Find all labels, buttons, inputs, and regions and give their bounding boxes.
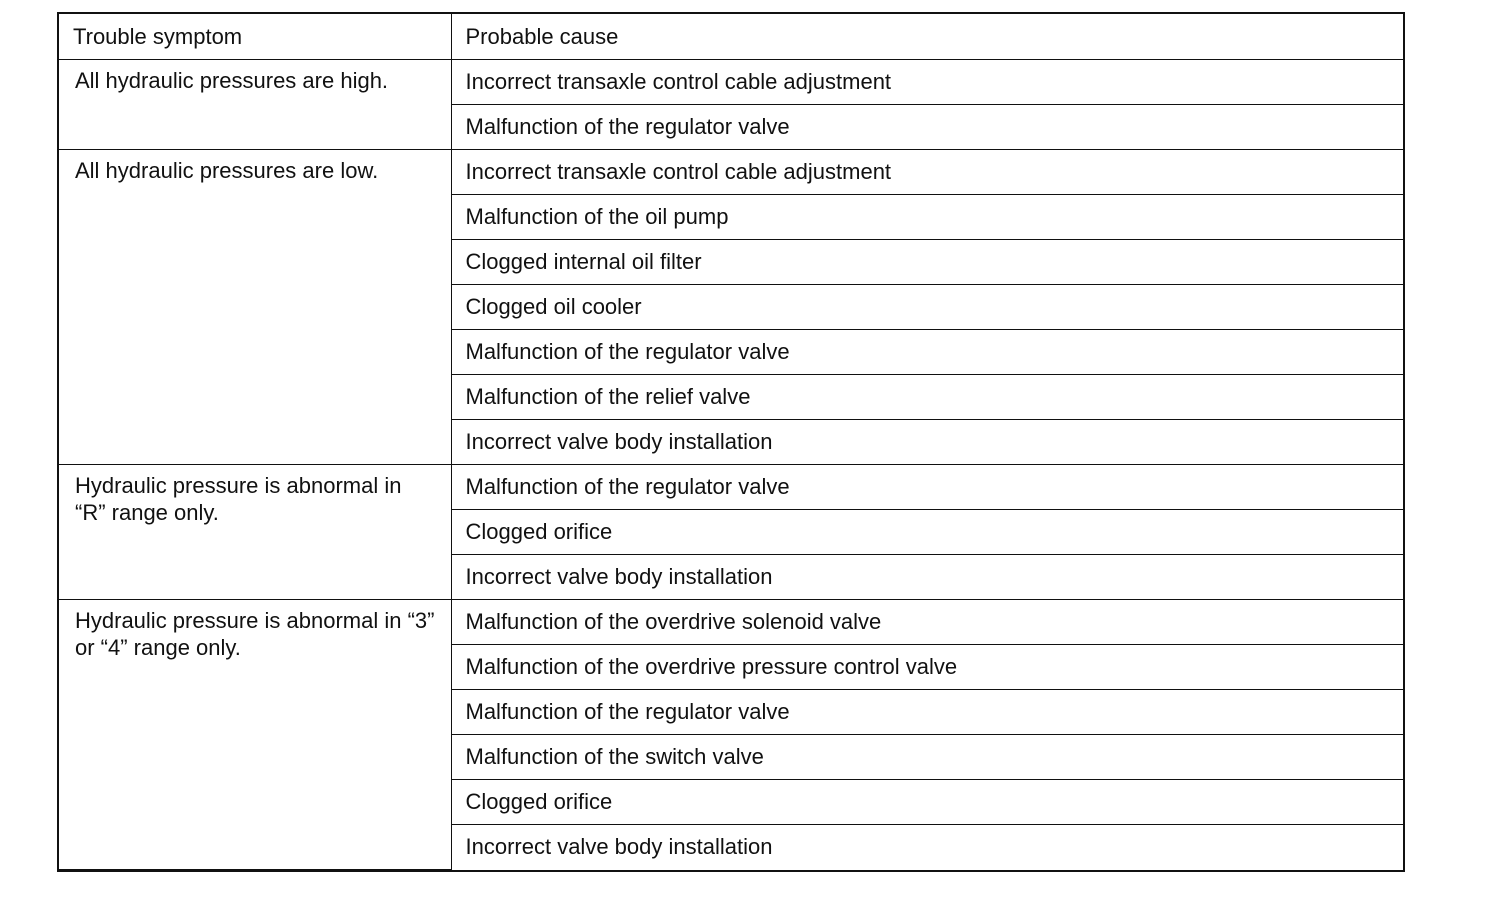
table-row <box>59 149 1403 194</box>
table-row <box>59 464 1403 509</box>
cause-cell: Malfunction of the overdrive solenoid valve <box>451 599 1403 644</box>
cause-cell: Incorrect valve body installation <box>451 419 1403 464</box>
cause-cell: Malfunction of the regulator valve <box>451 464 1403 509</box>
cause-cell: Clogged orifice <box>451 779 1403 824</box>
symptom-cell: Hydraulic pressure is abnormal in “R” range only. <box>59 464 451 599</box>
cause-cell: Clogged orifice <box>451 509 1403 554</box>
cause-cell: Clogged oil cooler <box>451 284 1403 329</box>
cause-cell: Malfunction of the overdrive pressure control valve <box>451 644 1403 689</box>
cause-cell: Malfunction of the switch valve <box>451 734 1403 779</box>
cause-cell: Incorrect valve body installation <box>451 554 1403 599</box>
symptom-cell: All hydraulic pressures are low. <box>59 149 451 464</box>
cause-cell: Malfunction of the regulator valve <box>451 329 1403 374</box>
cause-cell: Malfunction of the relief valve <box>451 374 1403 419</box>
header-row <box>59 14 1403 59</box>
table-row <box>59 59 1403 104</box>
cause-cell: Malfunction of the regulator valve <box>451 689 1403 734</box>
cause-cell: Incorrect valve body installation <box>451 824 1403 869</box>
troubleshooting-table <box>59 14 1403 870</box>
cause-cell: Incorrect transaxle control cable adjustment <box>451 59 1403 104</box>
cause-cell: Malfunction of the regulator valve <box>451 104 1403 149</box>
header-probable-cause: Probable cause <box>451 14 1403 59</box>
symptom-cell: Hydraulic pressure is abnormal in “3” or “4” range only. <box>59 599 451 869</box>
troubleshooting-table-frame <box>57 12 1405 872</box>
header-trouble-symptom: Trouble symptom <box>59 14 451 59</box>
cause-cell: Malfunction of the oil pump <box>451 194 1403 239</box>
cause-cell: Clogged internal oil filter <box>451 239 1403 284</box>
cause-cell: Incorrect transaxle control cable adjustment <box>451 149 1403 194</box>
symptom-cell: All hydraulic pressures are high. <box>59 59 451 149</box>
table-row <box>59 599 1403 644</box>
